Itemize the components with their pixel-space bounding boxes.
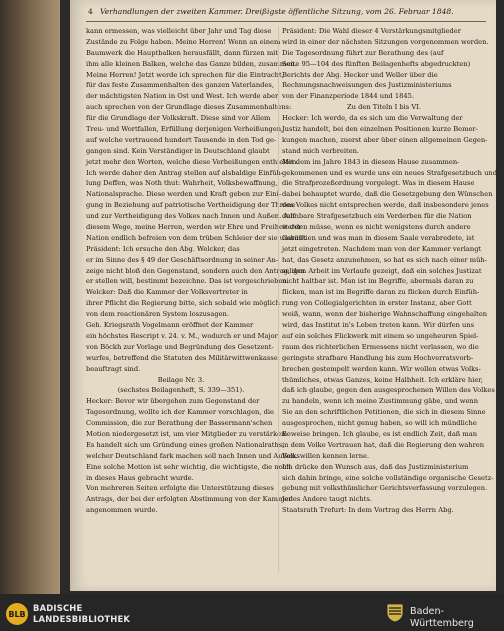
right-column-line: Zu den Titeln I bis VI. bbox=[347, 103, 421, 112]
right-column-line: gekommenen und es wurde uns ein neues Strafgesetzbuch und bbox=[282, 168, 497, 177]
left-column-line: Beilage Nr. 3. bbox=[157, 375, 205, 384]
left-column-line: Nationalsprache. Diese werden und Kraft geben zur Eini- bbox=[86, 190, 282, 199]
left-column-line: Geh. Kriegsrath Vogelmann eröffnet der Kammer bbox=[86, 321, 254, 330]
baden-wuerttemberg-label[interactable]: Baden-Württemberg bbox=[410, 606, 474, 629]
right-column-line: Jedes Andere taugt nichts. bbox=[282, 495, 372, 504]
blb-name-line1: BADISCHE bbox=[33, 603, 83, 613]
right-column-line: Volkswillen kennen lerne. bbox=[282, 451, 370, 460]
right-column-line: Mit dem im Jahre 1843 in diesem Hause zusammen- bbox=[282, 157, 460, 166]
right-column-line: des Volkes nicht entsprechen werde, daß insbesondere jenes bbox=[282, 201, 489, 210]
right-column-line: Ich drücke den Wunsch aus, daß das Justizministerium bbox=[282, 462, 469, 471]
document-page bbox=[70, 0, 496, 591]
left-column-line: er stellen will, bestimmt bezeichne. Das ist vorgeschrieben. bbox=[86, 277, 289, 286]
right-column-line: wird, das Institut in's Leben treten kann. Wir dürfen uns bbox=[282, 321, 475, 330]
right-column-line: die Strafprozeßordnung vorgelegt. Was in diesem Hause bbox=[282, 179, 475, 188]
right-column-line: jetzt eingetreten. Nachdem man von der Kammer verlangt bbox=[282, 244, 482, 253]
left-column-line: Baumwerk die Hauptbalken herausfällt, dann fürzen mit bbox=[86, 48, 278, 57]
right-column-line: Sie an den schriftlichen Petitionen, die sich in diesem Sinne bbox=[282, 408, 486, 417]
blb-library-name[interactable] bbox=[33, 603, 130, 624]
left-column-line: für die Grundlage der Volkskraft. Diese sind vor Allem bbox=[86, 114, 271, 123]
right-column-line: Staatsrath Trefurt: In dem Vortrag des Herrn Abg. bbox=[282, 506, 454, 515]
left-column-line: Meine Herren! Jetzt werde ich sprechen für die Eintracht, bbox=[86, 70, 284, 79]
right-column-line: geringste strafbare Handlung bis zum Hochverratsvorb- bbox=[282, 353, 474, 362]
left-column-line: Motion niedergesetzt ist, um vier Mitglieder zu verstärken. bbox=[86, 429, 288, 438]
left-column-line: Ich werde daher den Antrag stellen auf alsbaldige Einfüh- bbox=[86, 168, 284, 177]
left-column-line: Zustände zu Folge haben. Meine Herren! Wenn an einem bbox=[86, 37, 281, 46]
running-title: Verhandlungen der zweiten Kammer. Dreißigste öffentliche Sitzung, vom 26. Februar 1848. bbox=[100, 7, 454, 16]
right-column-line: hat, das Gesetz anzunehmen, so hat es sich nach einer müh- bbox=[282, 255, 487, 264]
left-column-line: ihm alle kleinen Balken, welche das Ganze bilden, zusammen. bbox=[86, 59, 297, 68]
left-column-line: (sechstes Beilagenheft, S. 339—351). bbox=[117, 386, 245, 395]
right-column-line: seligen Arbeit im Verlaufe gezeigt, daß ein solches Justizat bbox=[282, 266, 482, 275]
right-column-line: sich dahin bringe, eine solche vollständige organische Gesetz- bbox=[282, 473, 494, 482]
right-column bbox=[282, 26, 497, 516]
right-column-line: Beweise bringen. Ich glaube, es ist endlich Zeit, daß man bbox=[282, 429, 478, 438]
right-column-line: stand mich verbreiten. bbox=[282, 146, 360, 155]
left-column-line: für das feste Zusammenhalten des ganzen Vaterlandes, bbox=[86, 81, 274, 90]
left-column-line: in dieses Haus gebracht wurde. bbox=[86, 473, 194, 482]
left-column-line: gung in Beziehung auf patriotische Vertheidigung der Throne bbox=[86, 201, 296, 210]
right-column-line: Rechnungsnachweisungen des Justizministeriums bbox=[282, 81, 452, 90]
left-column-line: der mächtigsten Nation in Ost und West. Ich werde aber bbox=[86, 92, 279, 101]
left-column-line: Nation endlich befreien von dem trüben Schleier der sie umhüllt. bbox=[86, 233, 309, 242]
page-header bbox=[88, 7, 486, 21]
baden-wuerttemberg-crest-icon[interactable] bbox=[386, 603, 404, 623]
left-column bbox=[86, 26, 309, 516]
left-column-line: Treu- und Wortfallen, Erfüllung derjenigen Verheißungen, bbox=[86, 125, 284, 134]
left-column-line: diesem Wege, meine Herren, werden wir Ehre und Freiheit der bbox=[86, 223, 302, 232]
left-column-line: gangen sind. Kein Verständiger in Deutschland glaubt bbox=[86, 146, 270, 155]
left-column-line: lung Deffen, was Noth thut: Wahrheit, Volksbewaffnung, bbox=[86, 179, 278, 188]
right-column-line: thümliches, etwas Ganzes, keine Halbheit. Ich erkläre hier, bbox=[282, 375, 483, 384]
right-column-line: nicht haltbar ist. Man ist im Begriffe, abermals daran zu bbox=[282, 277, 474, 286]
header-rule bbox=[86, 21, 486, 22]
right-column-line: Präsident: Die Wahl dieser 4 Verstärkungsmitglieder bbox=[282, 27, 461, 35]
left-column-line: von dem reactionären System loszusagen. bbox=[86, 310, 229, 319]
right-column-line: gebung mit volksthümlicher Gerichtsverfassung vorzulegen. bbox=[282, 484, 488, 493]
right-column-line: raum des richterlichen Ermessens nicht verlassen, wo die bbox=[282, 342, 479, 351]
footer-bar bbox=[0, 594, 504, 631]
right-column-line: werden müsse, wenn es nicht wenigstens durch andere bbox=[282, 223, 471, 232]
left-column-line: Commission, die zur Berathung der Bassermann'schen bbox=[86, 419, 273, 428]
right-column-line: in dem Volke Vertrauen hat, daß die Regierung den wahren bbox=[282, 440, 485, 449]
right-column-line: flicken, man ist im Begriffe daran zu flicken durch Einfüh- bbox=[282, 288, 480, 297]
left-column-line: ein höchstes Rescript v. 24. v. M., wodurch er und Major bbox=[86, 331, 278, 340]
right-column-line: Hecker: Ich werde, da es sich um die Verwaltung der bbox=[282, 114, 463, 123]
left-column-line: welcher Deutschland fark machen soll nach Innen und Außen. bbox=[86, 451, 298, 460]
left-column-line: Präsident: Ich ersuche den Abg. Welcker, das bbox=[86, 244, 240, 253]
blb-name-line2: LANDESBIBLIOTHEK bbox=[33, 613, 131, 624]
left-column-line: Hecker: Bevor wir übergehen zum Gegenstand der bbox=[86, 397, 260, 406]
right-column-line: Seite 95—104 des fünften Beilagenhefts abgedruckten) bbox=[282, 59, 471, 68]
right-column-line: ausgesprochen, nicht genug haben, so will ich mündliche bbox=[282, 419, 477, 428]
left-column-line: Tagesordnung, wollte ich der Kammer vorschlagen, die bbox=[86, 408, 274, 417]
right-column-line: kungen machen, zuerst aber über einen allgemeinen Gegen- bbox=[282, 135, 488, 144]
left-column-line: jetzt mehr den Worten, welche diese Verheißungen enthielten. bbox=[86, 157, 299, 166]
left-column-line: ihrer Pflicht die Regierung bitte, sich sobald wie möglich bbox=[86, 299, 280, 308]
right-column-line: Garantien und was man in diesem Saale verabredete, ist bbox=[282, 233, 475, 242]
left-column-line: beauftragt sind. bbox=[86, 364, 141, 373]
right-column-line: von der Finanzperiode 1844 und 1845. bbox=[282, 92, 414, 101]
page-number: 4 bbox=[88, 7, 93, 16]
right-column-line: weiß, wann, wenn der bisherige Wahnschaffung eingehalten bbox=[282, 310, 488, 319]
left-column-line: Antrags, der bei der erfolgten Abstimmung von der Kammer bbox=[86, 495, 292, 504]
left-column-line: auch sprechen von der Grundlage dieses Zusammenhaltens: bbox=[86, 103, 292, 112]
book-spine bbox=[0, 0, 60, 594]
right-column-line: daß ich glaube, gegen den ausgesprochenen Willen des Volkes bbox=[282, 386, 495, 395]
right-column-line: dabei behauptet wurde, daß die Gesetzgebung den Wünschen bbox=[282, 190, 493, 199]
left-column-line: er im Sinne des § 49 der Geschäftsordnung in seiner An- bbox=[86, 255, 279, 264]
right-column-line: auf ein solches Flickwerk mit einem so ungeheuren Spiel- bbox=[282, 331, 479, 340]
right-column-line: dehnbare Strafgesetzbuch ein Verderben für die Nation bbox=[282, 212, 472, 221]
left-column-line: auf welche vertrauend hundert Tausende in den Tod ge- bbox=[86, 135, 277, 144]
right-column-line: brechen gestempelt werden kann. Wir wollen etwas Volks- bbox=[282, 364, 481, 373]
right-column-line: Berichts der Abg. Hecker und Weller über die bbox=[282, 70, 438, 79]
column-divider bbox=[278, 26, 279, 572]
left-column-line: zeige nicht bloß den Gegenstand, sondern auch den Antrag, den bbox=[86, 266, 305, 275]
left-column-line: Eine solche Motion ist sehr wichtig, die wichtigste, die noch bbox=[86, 462, 291, 471]
right-column-line: wird in einer der nächsten Sitzungen vorgenommen werden. bbox=[282, 37, 489, 46]
blb-logo-icon[interactable]: BLB bbox=[6, 603, 28, 625]
left-column-line: Es handelt sich um Gründung eines großen Nationalraths, bbox=[86, 440, 285, 449]
left-column-line: Von mehreren Seiten erfolgte die Unterstützung dieses bbox=[86, 484, 274, 493]
left-column-line: kann ermessen, was vielleicht über Jahr und Tag diese bbox=[86, 27, 272, 35]
right-column-line: Die Tagesordnung führt zur Berathung des (auf bbox=[282, 48, 444, 57]
right-column-line: zu handeln, wenn ich meine Zustimmung gäbe, und wenn bbox=[282, 397, 479, 406]
left-column-line: wurfes, betreffend die Statuten des Militärwittwenkasse, bbox=[86, 353, 280, 362]
left-column-line: Welcker: Daß die Kammer der Volksvertreter in bbox=[86, 288, 248, 297]
right-column-line: rung von Collegialgerichten in erster Instanz, aber Gott bbox=[282, 299, 472, 308]
left-column-line: angenommen wurde. bbox=[86, 506, 158, 515]
right-column-line: Justiz handelt, bei den einzelnen Positionen kurze Bemer- bbox=[282, 125, 478, 134]
left-column-line: und zur Vertheidigung des Volkes nach Innen und Außen. Auf bbox=[86, 212, 295, 221]
left-column-line: von Böckh zur Vorlage und Begründung des Gesetzent- bbox=[86, 342, 274, 351]
